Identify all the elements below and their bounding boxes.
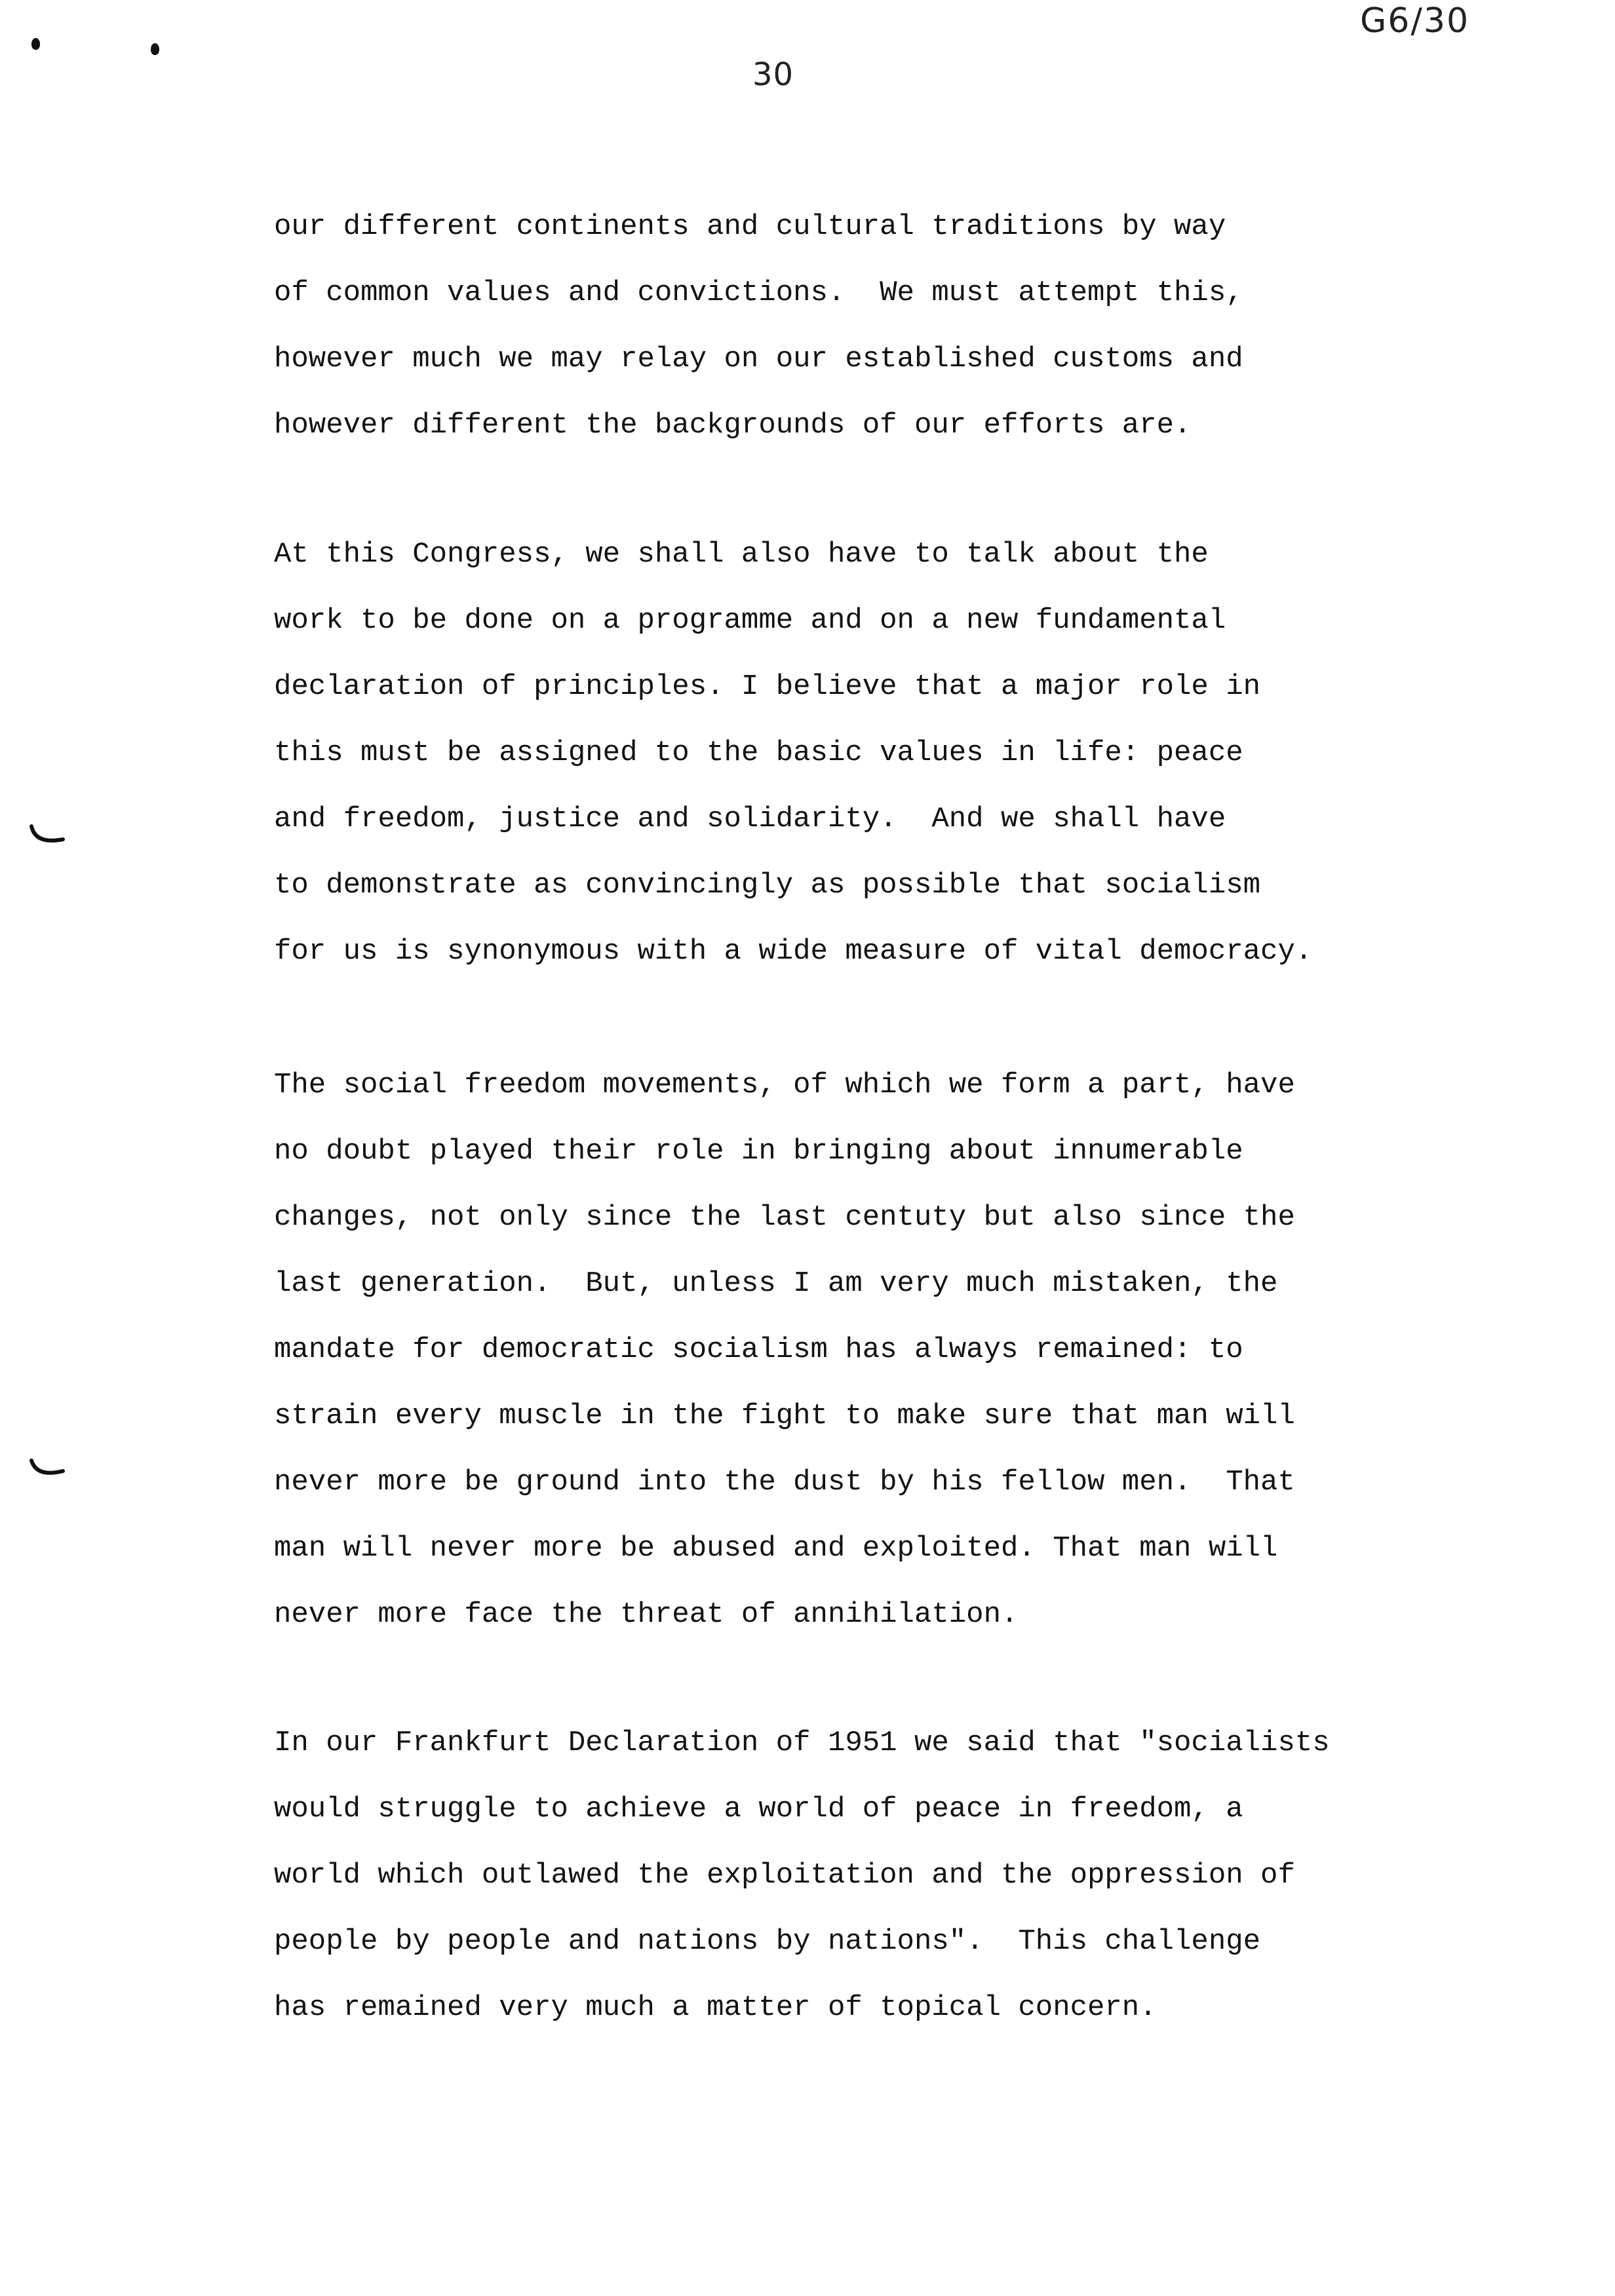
paragraph-line: The social freedom movements, of which we form a part, have [274, 1069, 1295, 1101]
paragraph-line: for us is synonymous with a wide measure of vital democracy. [274, 935, 1313, 968]
paragraph-line: In our Frankfurt Declaration of 1951 we said that "socialists [274, 1727, 1330, 1759]
paragraph-line: however different the backgrounds of our efforts are. [274, 409, 1192, 442]
paragraph-line: changes, not only since the last centuty but also since the [274, 1201, 1295, 1234]
paragraph-line: At this Congress, we shall also have to talk about the [274, 538, 1209, 571]
paragraph-line: last generation. But, unless I am very much mistaken, the [274, 1267, 1278, 1300]
paragraph-line: world which outlawed the exploitation and the oppression of [274, 1859, 1295, 1892]
paragraph-line: to demonstrate as convincingly as possible that socialism [274, 869, 1261, 902]
paragraph-line: our different continents and cultural traditions by way [274, 210, 1226, 243]
scan-dot-right [151, 43, 159, 55]
paragraph-line: people by people and nations by nations". This challenge [274, 1925, 1261, 1958]
scan-dot-left [31, 38, 40, 50]
binding-mark-lower [29, 1458, 68, 1484]
paragraph-line: strain every muscle in the fight to make sure that man will [274, 1400, 1295, 1432]
paragraph-line: never more be ground into the dust by his fellow men. That [274, 1466, 1295, 1499]
paragraph-line: would struggle to achieve a world of peace in freedom, a [274, 1793, 1243, 1826]
paragraph-line: has remained very much a matter of topical concern. [274, 1991, 1157, 2024]
paragraph-line: man will never more be abused and exploited. That man will [274, 1532, 1278, 1565]
page-number: 30 [752, 56, 794, 93]
reference-mark: G6/30 [1360, 1, 1470, 41]
paragraph-line: mandate for democratic socialism has always remained: to [274, 1333, 1243, 1366]
paragraph-3 [274, 1052, 1295, 1648]
paragraph-line: and freedom, justice and solidarity. And we shall have [274, 803, 1226, 835]
paragraph-line: of common values and convictions. We must attempt this, [274, 277, 1243, 309]
binding-mark-upper [29, 822, 68, 849]
paragraph-line: however much we may relay on our established customs and [274, 343, 1243, 375]
paragraph-line: declaration of principles. I believe that a major role in [274, 670, 1261, 703]
paragraph-4 [274, 1710, 1330, 2041]
paragraph-line: no doubt played their role in bringing about innumerable [274, 1135, 1243, 1168]
paragraph-line: work to be done on a programme and on a new fundamental [274, 604, 1226, 637]
paragraph-1 [274, 194, 1243, 459]
paragraph-line: never more face the threat of annihilation. [274, 1598, 1019, 1631]
paragraph-line: this must be assigned to the basic values in life: peace [274, 737, 1243, 769]
paragraph-2 [274, 522, 1312, 985]
